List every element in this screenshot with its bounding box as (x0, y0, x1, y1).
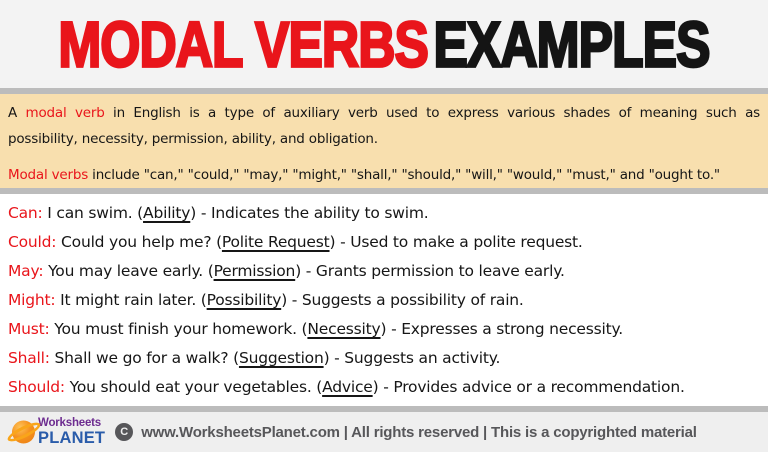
modal-label: Shall: (8, 349, 50, 367)
modal-list-highlight: Modal verbs (8, 167, 89, 183)
function-term: Advice (322, 378, 373, 396)
modal-label: Could: (8, 233, 57, 251)
definition-lead: A (8, 105, 26, 121)
example-sentence: You may leave early. ( (43, 262, 214, 280)
modal-label: Can: (8, 204, 43, 222)
copyright-text: www.WorksheetsPlanet.com | All rights reserved | This is a copyrighted material (141, 423, 697, 441)
example-row (8, 286, 768, 315)
example-description: ) - Provides advice or a recommendation. (372, 378, 685, 396)
definition-line-1 (8, 100, 760, 126)
example-row (8, 257, 768, 286)
title-examples: EXAMPLES (433, 8, 710, 80)
example-row (8, 228, 768, 257)
worksheets-planet-logo (12, 418, 105, 447)
example-sentence: You should eat your vegetables. ( (64, 378, 323, 396)
example-sentence: It might rain later. ( (55, 291, 207, 309)
function-term: Suggestion (238, 349, 324, 367)
example-description: ) - Suggests an activity. (323, 349, 501, 367)
example-sentence: I can swim. ( (42, 204, 144, 222)
definition-section (0, 94, 768, 188)
function-term: Polite Request (221, 233, 330, 251)
modal-list-rest: include "can," "could," "may," "might," "shall," "should," "will," "would," "must," and "ought to." (88, 167, 720, 183)
definition-line-2: possibility, necessity, permission, ability, and obligation. (8, 131, 378, 147)
planet-icon (12, 420, 37, 445)
logo-wordmark (38, 418, 105, 447)
example-description: ) - Indicates the ability to swim. (190, 204, 429, 222)
example-sentence: Shall we go for a walk? ( (49, 349, 239, 367)
logo-worksheets-label: Worksheets (38, 416, 101, 429)
example-sentence: You must finish your homework. ( (49, 320, 308, 338)
footer (0, 412, 768, 452)
definition-highlight: modal verb (25, 105, 105, 121)
page-title (58, 7, 709, 81)
logo-planet-label: PLANET (38, 429, 106, 447)
modal-verbs-list-line (8, 162, 760, 188)
example-description: ) - Expresses a strong necessity. (380, 320, 623, 338)
definition-rest: in English is a type of auxiliary verb used to express various shades of meaning such as (104, 105, 760, 121)
function-term: Necessity (307, 320, 381, 338)
title-modal-verbs: MODAL VERBS (58, 8, 429, 80)
function-term: Permission (213, 262, 296, 280)
function-term: Ability (143, 204, 191, 222)
example-sentence: Could you help me? ( (56, 233, 222, 251)
example-description: ) - Used to make a polite request. (329, 233, 583, 251)
function-term: Possibility (206, 291, 282, 309)
modal-label: May: (8, 262, 44, 280)
modal-label: Should: (8, 378, 65, 396)
example-row (8, 373, 768, 402)
example-description: ) - Suggests a possibility of rain. (281, 291, 524, 309)
example-description: ) - Grants permission to leave early. (295, 262, 565, 280)
example-row (8, 199, 768, 228)
copyright-icon: C (115, 423, 133, 441)
modal-label: Must: (8, 320, 50, 338)
modal-label: Might: (8, 291, 56, 309)
example-row (8, 344, 768, 373)
example-row (8, 315, 768, 344)
title-banner (0, 0, 768, 88)
examples-list (0, 194, 768, 406)
